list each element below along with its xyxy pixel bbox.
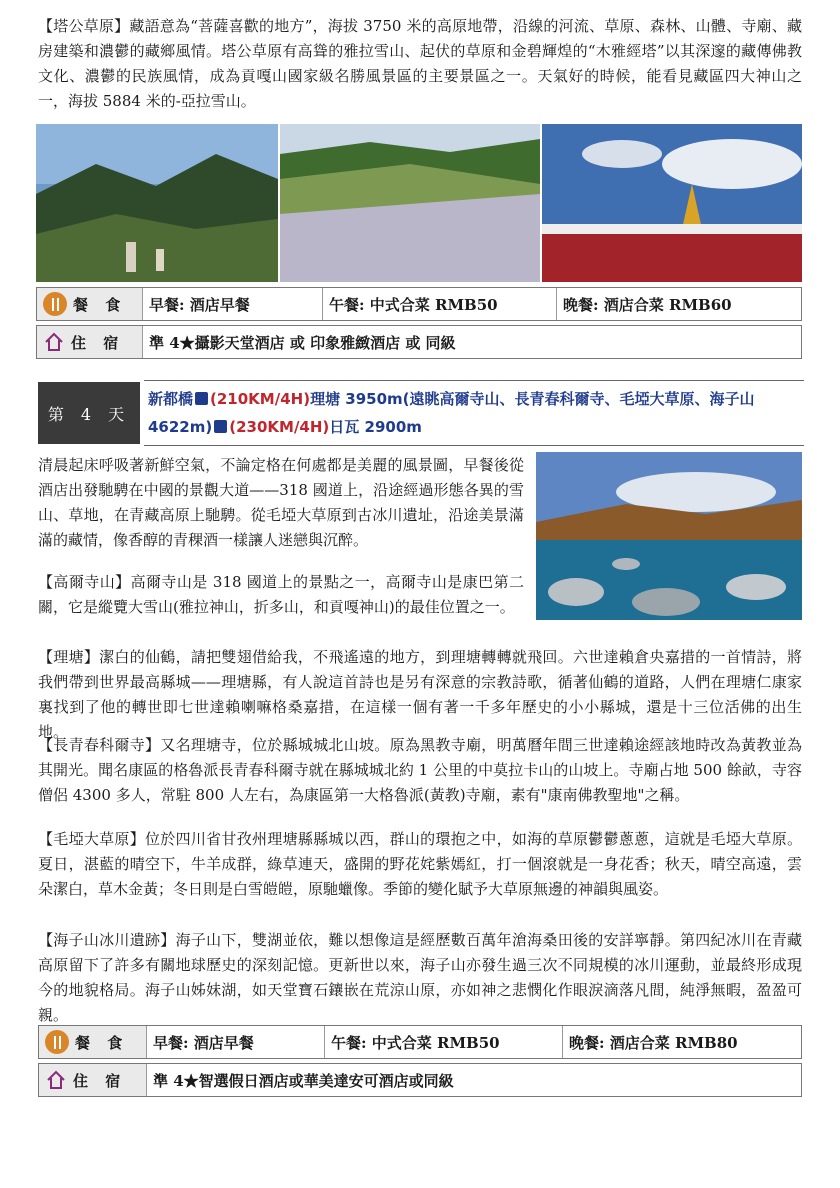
hotel-label: 住 宿 (71, 333, 125, 352)
day4-hotel-row (38, 1063, 802, 1097)
intro-paragraph: 【塔公草原】藏語意為“菩薩喜歡的地方”，海拔 3750 米的高原地帶，沿線的河流、草原、森林、山體、寺廟、藏房建築和濃鬱的藏鄉風情。塔公草原有高聳的雅拉雪山、起伏的草原和金碧輝煌的“木雅經塔”以其深邃的藏傳佛教文化、濃鬱的民族風情，成為貢嘎山國家級名勝風景區的主要景區之一。天氣好的時候，能看見藏區四大神山之一，海拔 5884 米的-亞拉雪山。 (38, 17, 802, 110)
hotel-header (39, 1064, 147, 1096)
day4-paragraph-5: 【毛埡大草原】位於四川省甘孜州理塘縣縣城以西，群山的環抱之中，如海的草原鬱鬱蔥蔥，這就是毛埡大草原。夏日，湛藍的晴空下，牛羊成群，綠草連天，盛開的野花姹紫嫣紅，打一個滾就是一身花香；秋天，晴空高遠，雲朵潔白，草木金黃；冬日則是白雪皚皚，原馳蠟像。季節的變化賦予大草原無邊的神韻與風姿。 (38, 830, 802, 898)
day4-meals-row (38, 1025, 802, 1059)
route-part-3: 日瓦 2900m (329, 418, 422, 436)
home-icon (43, 331, 65, 353)
day4-paragraph-4: 【長青春科爾寺】又名理塘寺，位於縣城城北山坡。原為黑教寺廟，明萬曆年間三世達賴途經該地時改為黃教並為其開光。聞名康區的格魯派長青春科爾寺就在縣城城北約 1 公里的中莫拉卡山的山坡上。寺廟占地 500 餘畝，寺容僧侶 4300 多人，常駐 800 人左右，為康區第一大格魯派(黃教)寺廟，素有"康南佛教聖地"之稱。 (38, 736, 802, 804)
day4-paragraph-6: 【海子山冰川遺跡】海子山下，雙湖並依，難以想像這是經歷數百萬年滄海桑田後的安詳寧靜。第四紀冰川在青藏高原留下了許多有關地球歷史的深刻記憶。更新世以來，海子山亦發生過三次不同規模的冰川運動，並最終形成現今的地貌格局。海子山姊妹湖，如天堂寶石鑲嵌在荒涼山原，亦如神之悲憫化作眼淚滴落凡間，純淨無暇，盈盈可親。 (38, 931, 802, 1024)
lunch-cell: 午餐: 中式合菜 RMB50 (323, 288, 557, 320)
day4-paragraph-3: 【理塘】潔白的仙鶴，請把雙翅借給我，不飛遙遠的地方，到理塘轉轉就飛回。六世達賴倉央嘉措的一首情詩，將我們帶到世界最高縣城——理塘縣，有人說這首詩也是另有深意的宗教詩歌，循著仙鶴的道路，人們在理塘仁康家裏找到了他的轉世即七世達賴喇嘛格桑嘉措，在這樣一個有著一千多年歷史的小小縣城，還是十三位活佛的出生地。 (38, 648, 802, 741)
hotel-value: 準 4★智選假日酒店或華美達安可酒店或同級 (153, 1071, 454, 1090)
route-distance-1: (210KM/4H) (210, 390, 311, 408)
route-part-1: 新都橋 (148, 390, 194, 408)
bus-icon (195, 392, 208, 405)
utensils-icon (43, 292, 67, 316)
utensils-icon (45, 1030, 69, 1054)
meals-label: 餐 食 (73, 295, 127, 314)
meals-header (37, 288, 143, 320)
dinner-cell: 晚餐: 酒店合菜 RMB60 (563, 295, 732, 314)
lunch-cell: 午餐: 中式合菜 RMB50 (325, 1026, 563, 1058)
photo-lake-rocks (536, 452, 802, 620)
bus-icon (214, 420, 227, 433)
meals-label: 餐 食 (75, 1033, 129, 1052)
hotel-header (37, 326, 143, 358)
hotel-label: 住 宿 (73, 1071, 127, 1090)
photo-golden-stupa (542, 124, 802, 282)
home-icon (45, 1069, 67, 1091)
breakfast-cell: 早餐: 酒店早餐 (147, 1026, 325, 1058)
day4-paragraph-2: 【高爾寺山】高爾寺山是 318 國道上的景點之一，高爾寺山是康巴第二關，它是縱覽大雪山(雅拉神山，折多山，和貢嘎神山)的最佳位置之一。 (38, 573, 524, 616)
photo-mountain-village (36, 124, 278, 282)
day3-hotel-row (36, 325, 802, 359)
day3-meals-row (36, 287, 802, 321)
route-distance-2: (230KM/4H) (229, 418, 330, 436)
route-part-2: 理塘 3950m(遠眺高爾寺山、長青春科爾寺、毛埡大草原、海子山 4622m) (148, 390, 755, 436)
day-label: 第 4 天 (38, 382, 140, 444)
hotel-value: 準 4★攝影天堂酒店 或 印象雅緻酒店 或 同級 (149, 333, 456, 352)
day4-paragraph-1: 清晨起床呼吸著新鮮空氣，不論定格在何處都是美麗的風景圖，早餐後從酒店出發馳騁在中國的景觀大道——318 國道上，沿途經過形態各異的雪山、草地，在青藏高原上馳騁。從毛埡大草原到古冰川遺址，沿途美景滿滿的藏情，像香醇的青稞酒一樣讓人迷戀與沉醉。 (38, 456, 524, 549)
meals-header (39, 1026, 147, 1058)
breakfast-cell: 早餐: 酒店早餐 (143, 288, 323, 320)
photo-flower-meadow (280, 124, 540, 282)
dinner-cell: 晚餐: 酒店合菜 RMB80 (569, 1033, 738, 1052)
day-route-title (144, 380, 804, 446)
